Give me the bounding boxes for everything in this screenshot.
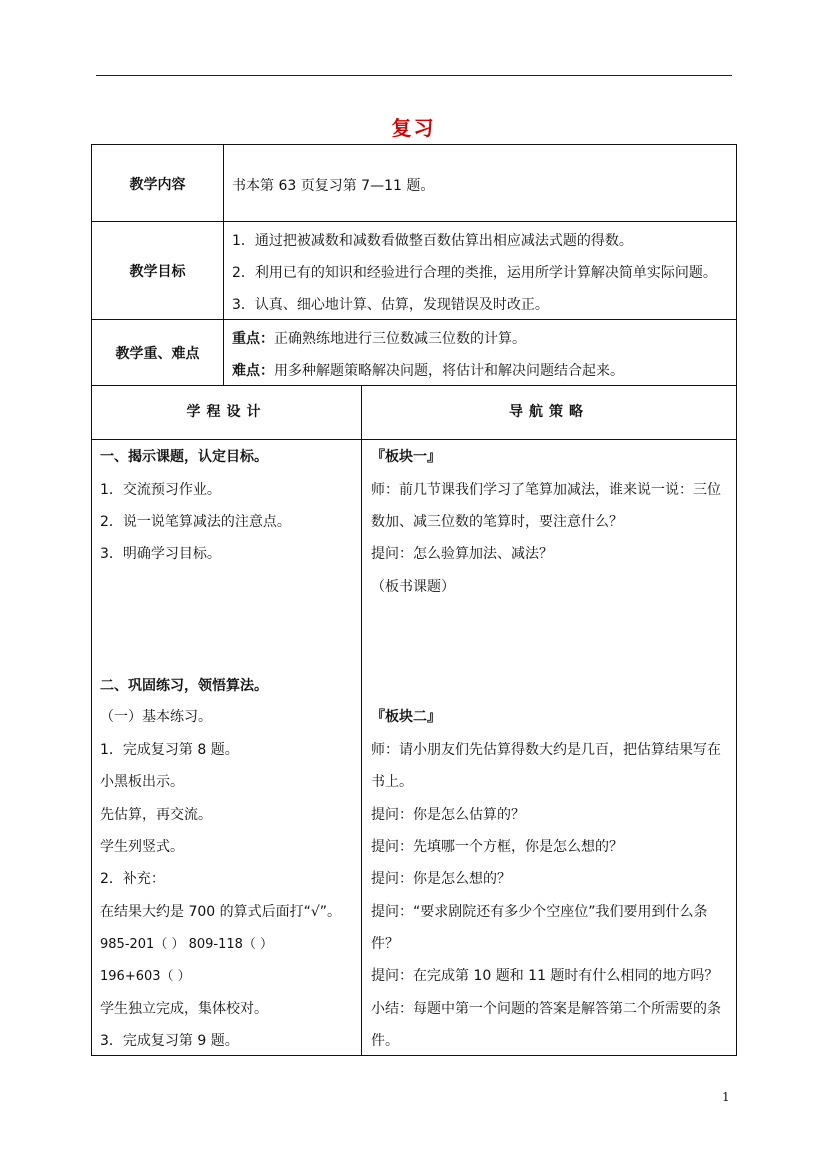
content-text: 书本第 63 页复习第 7—11 题。 <box>232 178 435 194</box>
right-line: 提问：怎么验算加法、减法？ <box>371 546 553 562</box>
left-line: 1．交流预习作业。 <box>100 482 221 498</box>
right-line: 提问：你是怎么想的？ <box>371 871 511 887</box>
row-divider <box>92 385 736 386</box>
column-header-guidance-strategy: 导航策略 <box>509 404 589 420</box>
right-line: 件。 <box>371 1033 399 1049</box>
right-line: 书上。 <box>371 774 413 790</box>
left-line: 学生列竖式。 <box>100 839 184 855</box>
goal-item: 1．通过把被减数和减数看做整百数估算出相应减法式题的得数。 <box>232 233 633 249</box>
difficult-point-label: 难点： <box>232 363 274 379</box>
right-line: 小结：每题中第一个问题的答案是解答第二个所需要的条 <box>371 1001 721 1017</box>
section-marker: 『板块二』 <box>371 709 441 725</box>
goal-item: 2．利用已有的知识和经验进行合理的类推，运用所学计算解决简单实际问题。 <box>232 265 717 281</box>
right-line: 师：请小朋友们先估算得数大约是几百，把估算结果写在 <box>371 742 721 758</box>
left-line: 3．完成复习第 9 题。 <box>100 1033 239 1049</box>
column-divider <box>361 385 362 1055</box>
goals-label: 教学目标 <box>129 264 186 280</box>
left-line: 196+603（ ） <box>100 969 191 984</box>
right-line: 提问：在完成第 10 题和 11 题时有什么相同的地方吗？ <box>371 968 719 984</box>
left-line: 1．完成复习第 8 题。 <box>100 742 239 758</box>
page-number: 1 <box>722 1090 730 1104</box>
right-line: （板书课题） <box>371 579 455 595</box>
lesson-plan-table <box>91 144 737 1056</box>
row-divider <box>92 221 736 222</box>
left-line: （一）基本练习。 <box>100 709 212 725</box>
key-point-label: 重点： <box>232 331 274 347</box>
row-divider <box>92 319 736 320</box>
left-line: 先估算，再交流。 <box>100 807 212 823</box>
right-line: 提问：“要求剧院还有多少个空座位”我们要用到什么条 <box>371 904 708 920</box>
key-point-text: 正确熟练地进行三位数减三位数的计算。 <box>274 331 526 347</box>
key-point <box>232 328 526 348</box>
right-line: 提问：先填哪一个方框，你是怎么想的？ <box>371 839 623 855</box>
right-line: 提问：你是怎么估算的？ <box>371 807 525 823</box>
goal-item: 3．认真、细心地计算、估算，发现错误及时改正。 <box>232 297 549 313</box>
section-marker: 『板块一』 <box>371 449 441 465</box>
content-label: 教学内容 <box>129 177 186 193</box>
column-header-learning-design: 学程设计 <box>186 404 267 420</box>
focus-label: 教学重、难点 <box>115 346 200 362</box>
column-divider <box>223 145 224 385</box>
left-line: 985-201（ ） 809-118（ ） <box>100 937 274 952</box>
section-heading: 二、巩固练习，领悟算法。 <box>100 678 268 694</box>
left-line: 2．说一说笔算减法的注意点。 <box>100 514 291 530</box>
right-line: 件？ <box>371 936 399 952</box>
page-title: 复习 <box>391 116 436 140</box>
section-heading: 一、揭示课题，认定目标。 <box>100 449 268 465</box>
difficult-point <box>232 360 624 380</box>
row-divider <box>92 439 736 440</box>
header-rule <box>96 75 732 76</box>
left-line: 2．补充： <box>100 871 165 887</box>
left-line: 在结果大约是 700 的算式后面打“√”。 <box>100 904 342 920</box>
right-line: 师：前几节课我们学习了笔算加减法，谁来说一说：三位 <box>371 482 721 498</box>
right-line: 数加、减三位数的笔算时，要注意什么？ <box>371 514 623 530</box>
left-line: 小黑板出示。 <box>100 774 184 790</box>
left-line: 3．明确学习目标。 <box>100 546 221 562</box>
difficult-point-text: 用多种解题策略解决问题，将估计和解决问题结合起来。 <box>274 363 624 379</box>
left-line: 学生独立完成，集体校对。 <box>100 1001 268 1017</box>
